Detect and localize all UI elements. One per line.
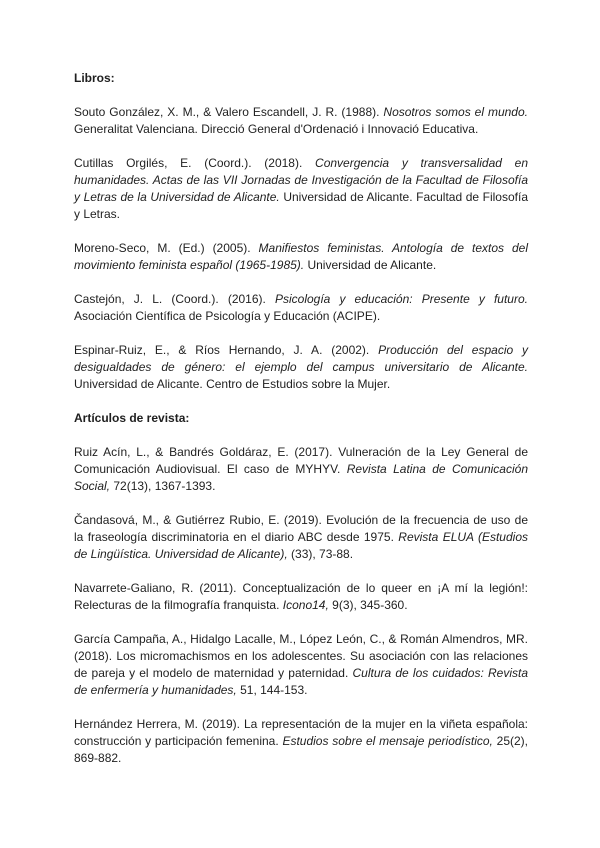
reference-entry [74, 631, 528, 699]
ref-text: Ruiz Acín, L., & Bandrés Goldáraz, E. (2017). Vulneración de la Ley General de Comunicación Audiovisual. El caso de MYHYV. [74, 445, 528, 476]
ref-text: Hernández Herrera, M. (2019). La representación de la mujer en la viñeta española: construcción y participación femenina. [74, 717, 528, 748]
section-journal-articles [74, 410, 528, 767]
ref-text: Universidad de Alicante. Facultad de Filosofía y Letras. [74, 190, 528, 221]
ref-journal: Cultura de los cuidados: Revista de enfermería y humanidades, [74, 666, 528, 697]
ref-title: Convergencia y transversalidad en humanidades. Actas de las VII Jornadas de Investigación de la Facultad de Filosofía y Letras de la Universidad de Alicante. [74, 156, 528, 204]
ref-text: García Campaña, A., Hidalgo Lacalle, M., López León, C., & Román Almendros, MR. (2018). Los micromachismos en los adolescentes. Su asociación con las relaciones de pareja y el modelo de maternidad y paternidad. [74, 632, 528, 680]
ref-journal: Estudios sobre el mensaje periodístico, [282, 734, 493, 748]
section-books [74, 70, 528, 393]
section-title-articles: Artículos de revista: [74, 411, 190, 425]
reference-entry [74, 104, 528, 138]
ref-text: Moreno-Seco, M. (Ed.) (2005). [74, 241, 259, 255]
ref-text: Souto González, X. M., & Valero Escandell, J. R. (1988). [74, 105, 384, 119]
ref-text: Navarrete-Galiano, R. (2011). Conceptualización de lo queer en ¡A mí la legión!: Relecturas de la filmografía franquista. [74, 581, 528, 612]
reference-entry [74, 342, 528, 393]
ref-text: 51, 144-153. [236, 683, 308, 697]
ref-title: Manifiestos feministas. Antología de textos del movimiento feminista español (1965-1985). [74, 241, 528, 272]
ref-journal: Revista Latina de Comunicación Social, [74, 462, 528, 493]
ref-text: 9(3), 345-360. [328, 598, 408, 612]
ref-text: Espinar-Ruiz, E., & Ríos Hernando, J. A. (2002). [74, 343, 379, 357]
reference-entry [74, 444, 528, 495]
reference-entry [74, 716, 528, 767]
ref-text: Asociación Científica de Psicología y Educación (ACIPE). [74, 309, 381, 323]
ref-text: 25(2), 869-882. [74, 734, 529, 765]
reference-entry [74, 291, 528, 325]
section-title-books: Libros: [74, 71, 115, 85]
ref-title: Psicología y educación: Presente y futuro. [274, 292, 528, 306]
ref-text: Universidad de Alicante. [304, 258, 437, 272]
reference-entry [74, 512, 528, 563]
bibliography-page [74, 70, 528, 767]
ref-text: Generalitat Valenciana. Direcció General d'Ordenació i Innovació Educativa. [74, 122, 479, 136]
ref-title: Nosotros somos el mundo. [383, 105, 528, 119]
ref-text: Cutillas Orgilés, E. (Coord.). (2018). [74, 156, 316, 170]
reference-entry [74, 155, 528, 223]
reference-entry [74, 580, 528, 614]
ref-title: Producción del espacio y desigualdades de género: el ejemplo del campus universitario de Alicante. [74, 343, 528, 374]
ref-text: Čandasová, M., & Gutiérrez Rubio, E. (2019). Evolución de la frecuencia de uso de la fraseología discriminatoria en el diario ABC desde 1975. [74, 513, 528, 544]
ref-text: Castejón, J. L. (Coord.). (2016). [74, 292, 275, 306]
ref-journal: Icono14, [282, 598, 329, 612]
ref-text: 72(13), 1367-1393. [110, 479, 216, 493]
ref-text: (33), 73-88. [287, 547, 354, 561]
ref-text: Universidad de Alicante. Centro de Estudios sobre la Mujer. [74, 377, 391, 391]
ref-journal: Revista ELUA (Estudios de Lingüística. Universidad de Alicante), [74, 530, 528, 561]
reference-entry [74, 240, 528, 274]
